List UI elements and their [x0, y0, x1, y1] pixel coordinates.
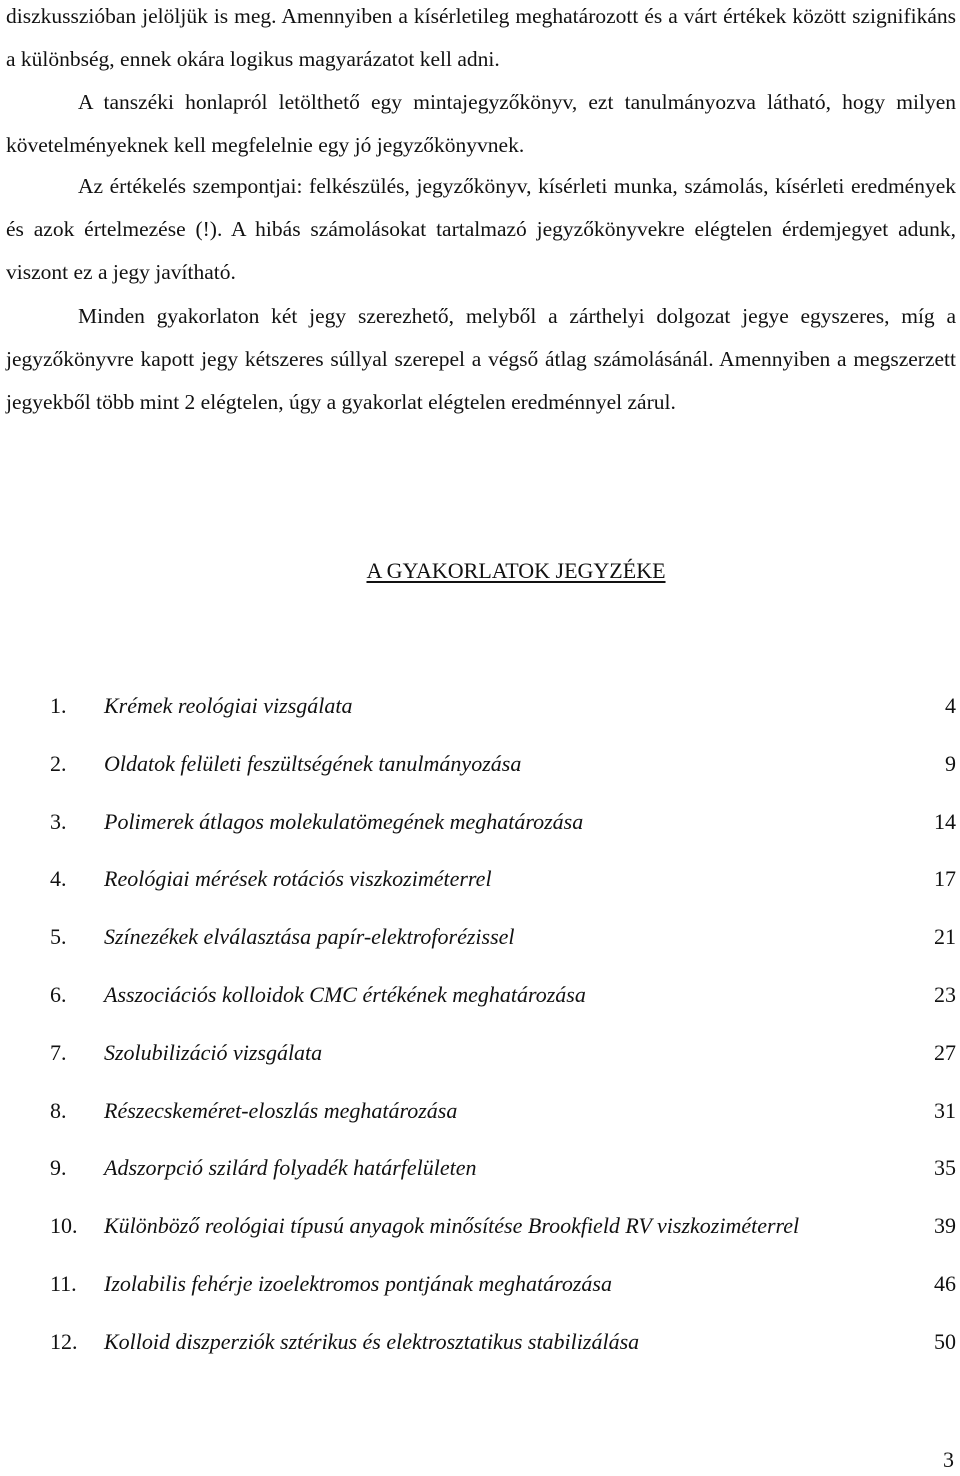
- page-number: 3: [943, 1447, 954, 1472]
- toc-page: 9: [945, 750, 956, 776]
- paragraph-grading: Minden gyakorlaton két jegy szerezhető, melyből a zárthelyi dolgozat jegye egyszeres, míg a jegyzőkönyvre kapott jegy kétszeres súllyal szerepel a végső átlag számolásánál. Amennyiben a megszerzett jegyekből több mint 2 elégtelen, úgy a gyakorlat elégtelen eredménnyel zárul.: [6, 304, 956, 414]
- toc-page: 23: [934, 981, 956, 1007]
- toc-entry: [0, 1091, 960, 1149]
- toc-title: Izolabilis fehérje izoelektromos pontjának meghatározása: [104, 1270, 612, 1296]
- toc-title: Adszorpció szilárd folyadék határfelületen: [104, 1155, 477, 1181]
- toc-title: Polimerek átlagos molekulatömegének meghatározása: [104, 808, 584, 834]
- toc-number: 7.: [50, 1039, 67, 1065]
- paragraph-sample-report: A tanszéki honlapról letölthető egy mintajegyzőkönyv, ezt tanulmányozva látható, hogy milyen követelményeknek kell megfelelnie egy jó jegyzőkönyvnek.: [6, 90, 956, 157]
- toc-entry: [0, 1264, 960, 1322]
- toc-title: Asszociációs kolloidok CMC értékének meghatározása: [104, 981, 586, 1007]
- toc-entry: [0, 686, 960, 744]
- toc-number: 10.: [50, 1213, 78, 1239]
- toc-page: 46: [934, 1270, 956, 1296]
- toc-number: 12.: [50, 1328, 78, 1354]
- toc-page: 39: [934, 1213, 956, 1239]
- toc-title: Oldatok felületi feszültségének tanulmányozása: [104, 750, 522, 776]
- toc-page: 35: [934, 1155, 956, 1181]
- toc-page: 31: [934, 1097, 956, 1123]
- toc-title: Részecskeméret-eloszlás meghatározása: [104, 1097, 458, 1123]
- section-heading-text: A GYAKORLATOK JEGYZÉKE: [366, 558, 666, 583]
- toc-page: 4: [945, 693, 956, 718]
- toc-entry: [0, 917, 960, 975]
- evaluation-text: [6, 165, 956, 294]
- toc-page: 21: [934, 924, 956, 950]
- toc-title: Krémek reológiai vizsgálata: [104, 693, 353, 718]
- toc-title: Különböző reológiai típusú anyagok minősítése Brookfield RV viszkoziméterrel: [104, 1213, 800, 1239]
- toc-entry: [0, 1148, 960, 1206]
- toc-number: 3.: [50, 808, 67, 834]
- toc-number: 5.: [50, 924, 67, 950]
- toc-title: Reológiai mérések rotációs viszkoziméterrel: [104, 866, 492, 892]
- toc-number: 2.: [50, 750, 67, 776]
- toc-entry: [0, 802, 960, 860]
- paragraph-discussion: diszkusszióban jelöljük is meg. Amennyiben a kísérletileg meghatározott és a várt értékek között szignifikáns a különbség, ennek okára logikus magyarázatot kell adni.: [6, 4, 956, 71]
- toc-page: 14: [934, 808, 956, 834]
- toc-number: 1.: [50, 693, 67, 718]
- toc-entry: [0, 1033, 960, 1091]
- section-heading: [0, 558, 960, 584]
- toc-title: Szolubilizáció vizsgálata: [104, 1039, 323, 1065]
- toc-title: Kolloid diszperziók sztérikus és elektrosztatikus stabilizálása: [104, 1328, 640, 1354]
- toc-entry: [0, 975, 960, 1033]
- paragraph-evaluation-criteria: Az értékelés szempontjai: felkészülés, jegyzőkönyv, kísérleti munka, számolás, kísérleti eredmények és azok értelmezése (!). A hibás számolásokat tartalmazó jegyzőkönyvekre elégtelen érdemjegyet adunk, viszont ez a jegy javítható.: [6, 174, 956, 284]
- toc-entry: [0, 744, 960, 802]
- toc-entry: [0, 859, 960, 917]
- toc-number: 6.: [50, 981, 67, 1007]
- toc-number: 9.: [50, 1155, 67, 1181]
- toc-page: 27: [934, 1039, 956, 1065]
- toc-title: Színezékek elválasztása papír-elektroforézissel: [104, 924, 515, 950]
- grading-text: [6, 295, 956, 424]
- toc-entry: [0, 1206, 960, 1264]
- toc-page: 17: [934, 866, 956, 892]
- toc-page: 50: [934, 1328, 956, 1354]
- table-of-contents: [0, 686, 960, 1380]
- toc-number: 11.: [50, 1270, 77, 1296]
- toc-number: 4.: [50, 866, 67, 892]
- intro-text: [6, 0, 956, 167]
- toc-entry: [0, 1322, 960, 1380]
- toc-number: 8.: [50, 1097, 67, 1123]
